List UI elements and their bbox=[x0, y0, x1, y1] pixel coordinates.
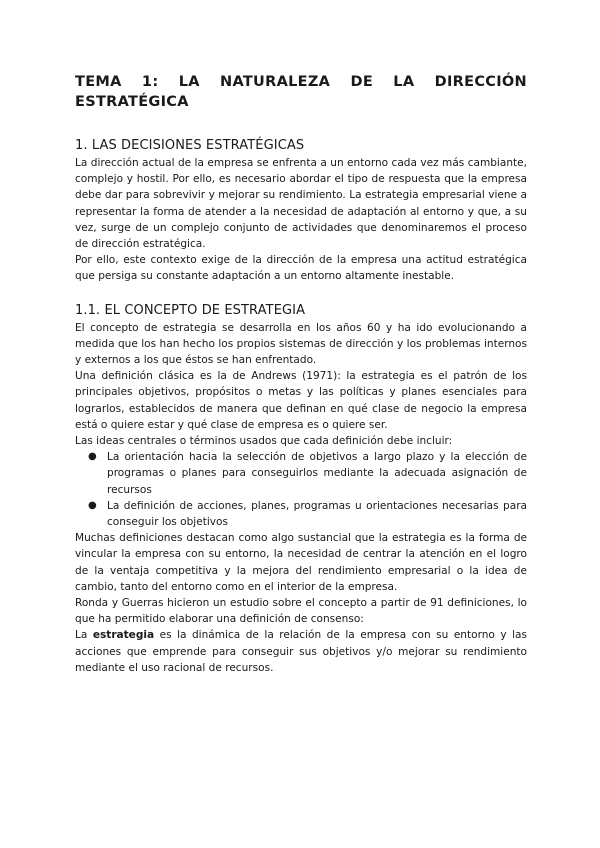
definition-text: es la dinámica de la relación de la empresa con su entorno y las acciones que emprende para conseguir sus objetivos y/o mejorar su rendimiento mediante el uso racional de recursos. bbox=[75, 629, 527, 674]
chapter-title-line-2: ESTRATÉGICA bbox=[75, 94, 189, 110]
bullet-icon: ● bbox=[88, 451, 97, 463]
list-item bbox=[88, 498, 527, 530]
paragraph: El concepto de estrategia se desarrolla en los años 60 y ha ido evolucionando a medida que los han hecho los propios sistemas de dirección y los problemas internos y externos a los que éstos se han enfrentado. bbox=[75, 321, 527, 367]
section-heading-decisiones: 1. LAS DECISIONES ESTRATÉGICAS bbox=[75, 138, 305, 153]
chapter-title-line-1: TEMA 1: LA NATURALEZA DE LA DIRECCIÓN bbox=[75, 74, 527, 90]
list-item-text: La definición de acciones, planes, programas u orientaciones necesarias para conseguir los objetivos bbox=[107, 499, 527, 529]
paragraph: Las ideas centrales o términos usados que cada definición debe incluir: bbox=[75, 435, 453, 448]
bullet-list bbox=[75, 449, 527, 530]
page-content bbox=[75, 72, 527, 676]
paragraph: Muchas definiciones destacan como algo sustancial que la estrategia es la forma de vincular la empresa con su entorno, la necesidad de centrar la atención en el logro de la ventaja competitiva y la mejora del rendimiento empresarial o la idea de cambio, tanto del entorno como en el interior de la empresa. bbox=[75, 532, 527, 593]
section-heading-concepto: 1.1. EL CONCEPTO DE ESTRATEGIA bbox=[75, 302, 306, 318]
paragraph: Una definición clásica es la de Andrews (1971): la estrategia es el patrón de los principales objetivos, propósitos o metas y las políticas y planes esenciales para lograrlos, establecidos de manera que definan en qué clase de negocio la empresa está o quiere estar y qué clase de empresa es o quiere ser. bbox=[75, 370, 527, 431]
paragraph: Por ello, este contexto exige de la dirección de la empresa una actitud estratégica que persiga su constante adaptación a un entorno altamente inestable. bbox=[75, 254, 527, 283]
list-item-text: La orientación hacia la selección de objetivos a largo plazo y la elección de programas o planes para conseguirlos mediante la adecuada asignación de recursos bbox=[107, 451, 527, 496]
list-item bbox=[88, 449, 527, 498]
definition-lead: La bbox=[75, 629, 93, 642]
paragraph: Ronda y Guerras hicieron un estudio sobre el concepto a partir de 91 definiciones, lo que ha permitido elaborar una definición de consenso: bbox=[75, 597, 527, 626]
definition-term: estrategia bbox=[92, 629, 155, 642]
paragraph: La dirección actual de la empresa se enfrenta a un entorno cada vez más cambiante, complejo y hostil. Por ello, es necesario abordar el tipo de respuesta que la empresa debe dar para sobrevivir y mejorar su rendimiento. La estrategia empresarial viene a representar la forma de atender a la necesidad de adaptación al entorno y que, a su vez, surge de un complejo conjunto de actividades que denominaremos el proceso de dirección estratégica. bbox=[75, 157, 527, 251]
definition-paragraph bbox=[75, 627, 527, 676]
bullet-icon: ● bbox=[88, 499, 97, 511]
chapter-title bbox=[75, 72, 527, 112]
